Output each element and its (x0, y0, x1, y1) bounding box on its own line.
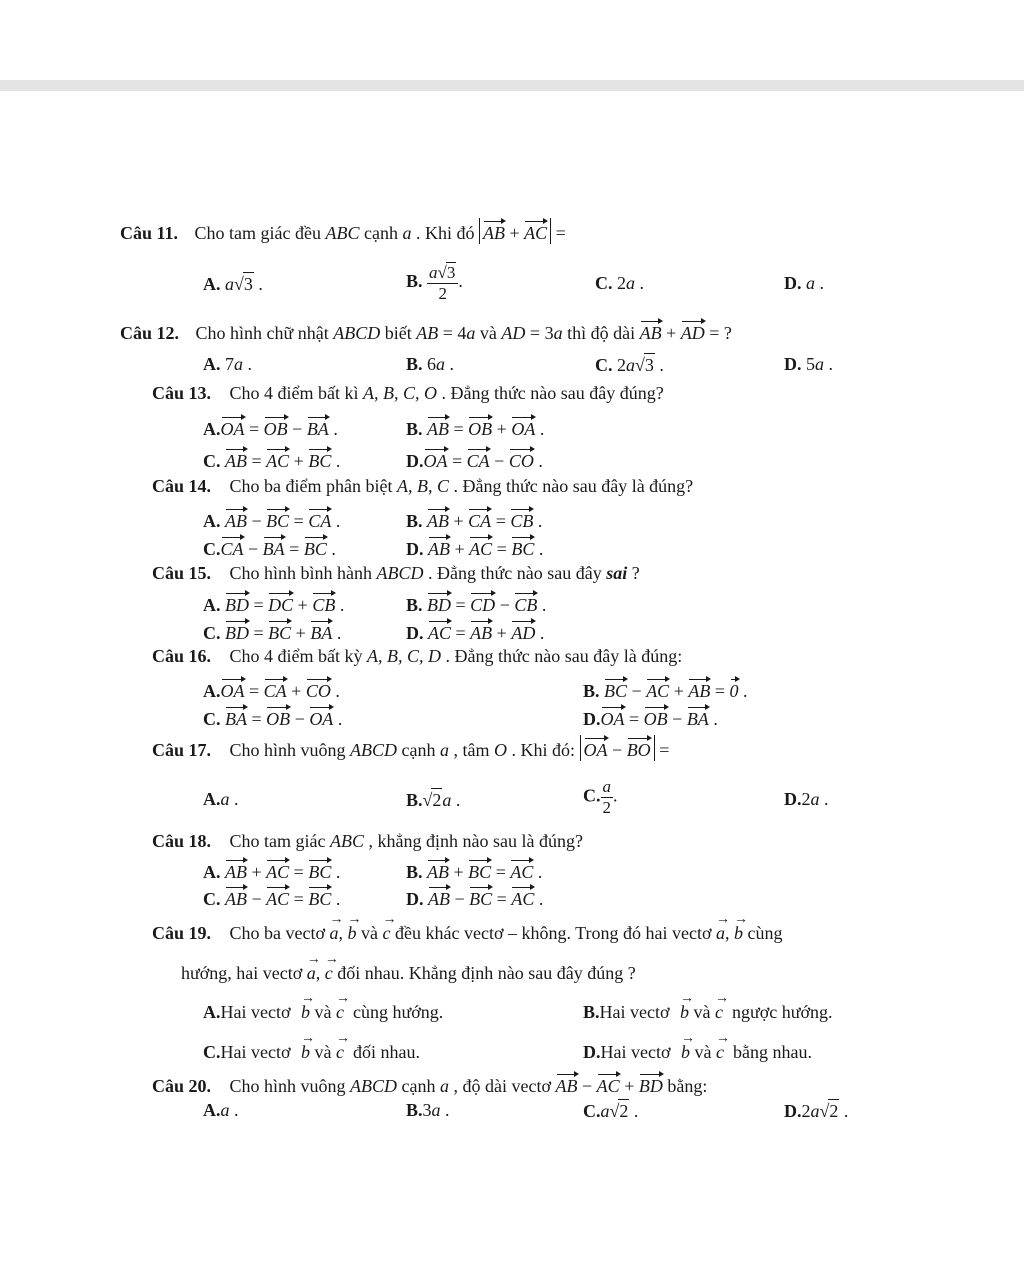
q17-option-a[interactable]: A.a . (203, 789, 239, 809)
q13-option-b[interactable]: B. AB = OB + OA . (406, 414, 544, 440)
q12-option-b[interactable]: B. 6a . (406, 354, 455, 374)
question-number: Câu 18. (152, 831, 212, 851)
question-19 (152, 912, 783, 944)
question-text: Cho tam giác ABC , khẳng định nào sau là đúng? (229, 831, 583, 851)
question-text: Cho hình vuông ABCD cạnh a , độ dài vectơ AB − AC + BD bằng: (230, 1076, 708, 1096)
q19-option-a[interactable]: A.Hai vectơ b → và c → cùng hướng. (203, 991, 444, 1022)
question-13 (152, 382, 664, 404)
q16-option-a[interactable]: A.OA = CA + CO . (203, 676, 340, 702)
q18-option-b[interactable]: B. AB + BC = AC . (406, 857, 542, 883)
q13-option-d[interactable]: D.OA = CA − CO . (406, 446, 543, 472)
question-12 (120, 318, 732, 344)
question-number: Câu 20. (152, 1076, 212, 1096)
question-number: Câu 16. (152, 646, 212, 666)
question-16 (152, 645, 682, 667)
question-20 (152, 1071, 707, 1097)
question-text: Cho 4 điểm bất kỳ A, B, C, D . Đẳng thức nào sau đây là đúng: (229, 646, 683, 666)
q20-option-a[interactable]: A.a . (203, 1100, 239, 1120)
q13-option-a[interactable]: A.OA = OB − BA . (203, 414, 338, 440)
q14-option-c[interactable]: C.CA − BA = BC . (203, 534, 336, 560)
q12-option-d[interactable]: D. 5a . (784, 354, 833, 374)
question-text: Cho ba vectơ a → , b → và c → đều khác vectơ – không. Trong đó hai vectơ a → , b → cùng (229, 912, 783, 943)
question-18 (152, 830, 583, 852)
question-number: Câu 13. (152, 383, 212, 403)
q15-option-c[interactable]: C. BD = BC + BA . (203, 618, 341, 644)
question-number: Câu 19. (152, 923, 212, 943)
q14-option-b[interactable]: B. AB + CA = CB . (406, 506, 542, 532)
q12-option-c[interactable]: C. 2a√3 . (595, 355, 664, 375)
q20-option-c[interactable]: C.a√2 . (583, 1101, 639, 1121)
q15-option-d[interactable]: D. AC = AB + AD . (406, 618, 544, 644)
viewer-divider (0, 80, 1024, 91)
q17-option-d[interactable]: D.2a . (784, 789, 829, 809)
q20-option-b[interactable]: B.3a . (406, 1100, 450, 1120)
question-text: Cho ba điểm phân biệt A, B, C . Đẳng thức nào sau đây là đúng? (229, 476, 694, 496)
q18-option-c[interactable]: C. AB − AC = BC . (203, 884, 340, 910)
question-17 (152, 735, 669, 761)
question-number: Câu 15. (152, 563, 212, 583)
question-11 (120, 218, 566, 244)
question-number: Câu 12. (120, 323, 180, 343)
question-text: Cho hình vuông ABCD cạnh a , tâm O . Khi đó: OA − BO = (230, 740, 670, 760)
q14-option-d[interactable]: D. AB + AC = BC . (406, 534, 543, 560)
q16-option-b[interactable]: B. BC − AC + AB = 0 . (583, 676, 748, 702)
q20-option-d[interactable]: D.2a√2 . (784, 1101, 849, 1121)
q15-option-b[interactable]: B. BD = CD − CB . (406, 590, 546, 616)
q14-option-a[interactable]: A. AB − BC = CA . (203, 506, 340, 532)
question-number: Câu 11. (120, 223, 179, 243)
q19-option-d[interactable]: D.Hai vectơ b → và c → bằng nhau. (583, 1031, 812, 1062)
q16-option-c[interactable]: C. BA = OB − OA . (203, 704, 342, 730)
question-number: Câu 17. (152, 740, 212, 760)
q18-option-a[interactable]: A. AB + AC = BC . (203, 857, 340, 883)
question-15 (152, 562, 640, 584)
q17-option-c[interactable]: C. $\frac{a}{2}$ . (583, 777, 618, 817)
q17-option-b[interactable]: B.√2a . (406, 790, 461, 810)
question-text: Cho hình chữ nhật ABCD biết AB = 4a và AD = 3a thì độ dài AB + AD = ? (196, 323, 732, 343)
q11-option-c[interactable]: C. 2a . (595, 273, 644, 293)
question-text: Cho tam giác đều ABC cạnh a . Khi đó AB + AC = (195, 223, 566, 243)
q19-option-c[interactable]: C.Hai vectơ b → và c → đối nhau. (203, 1031, 420, 1062)
q13-option-c[interactable]: C. AB = AC + BC . (203, 446, 340, 472)
q15-option-a[interactable]: A. BD = DC + CB . (203, 590, 344, 616)
q11-option-b[interactable]: B. $\frac{a√3}{2}$ . (406, 263, 463, 303)
q11-option-d[interactable]: D. a . (784, 273, 824, 293)
question-number: Câu 14. (152, 476, 212, 496)
q19-option-b[interactable]: B.Hai vectơ b → và c → ngược hướng. (583, 991, 833, 1022)
q18-option-d[interactable]: D. AB − BC = AC . (406, 884, 543, 910)
question-text: Cho 4 điểm bất kì A, B, C, O . Đẳng thức nào sau đây đúng? (229, 383, 664, 403)
question-19-line2: hướng, hai vectơ a → , c → đối nhau. Khẳng định nào sau đây đúng ? (181, 952, 636, 983)
question-text: Cho hình bình hành ABCD . Đẳng thức nào sau đây sai ? (229, 563, 640, 583)
top-bar (0, 0, 1024, 80)
question-14 (152, 475, 693, 497)
q11-option-a[interactable]: A. a√3 . (203, 274, 263, 294)
q12-option-a[interactable]: A. 7a . (203, 354, 252, 374)
q16-option-d[interactable]: D.OA = OB − BA . (583, 704, 718, 730)
